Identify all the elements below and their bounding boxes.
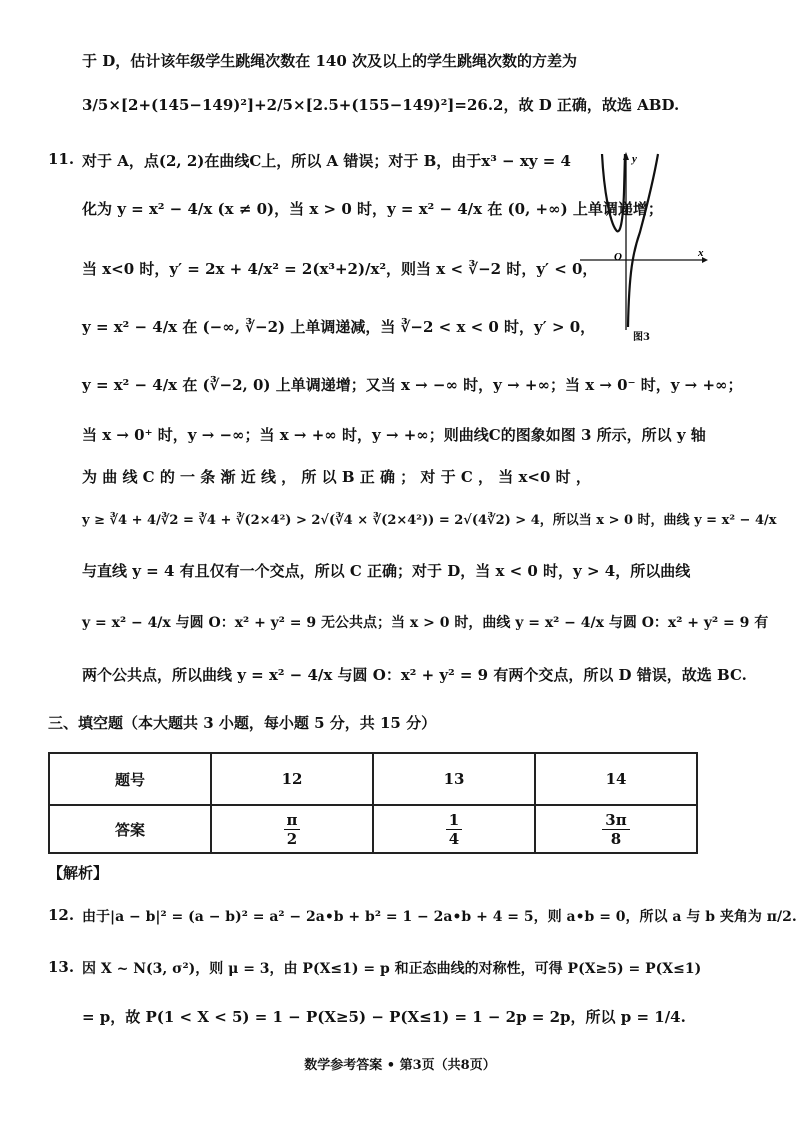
text-line: 与直线 y = 4 有且仅有一个交点，所以 C 正确；对于 D，当 x < 0 时，y > 4，所以曲线 [82, 562, 691, 580]
table-cell: 12 [211, 753, 373, 805]
figure-caption: 图3 [633, 332, 650, 343]
curve-right-branch [628, 154, 658, 327]
table-header-row [49, 753, 697, 805]
text-line: y = x² − 4/x 在 (−∞, ∛−2) 上单调递减，当 ∛−2 < x < 0 时，y′ > 0， [82, 318, 596, 336]
text-line: y = x² − 4/x 与圆 O：x² + y² = 9 无公共点；当 x > 0 时，曲线 y = x² − 4/x 与圆 O：x² + y² = 9 有 [82, 615, 769, 631]
table-cell: 14 [535, 753, 697, 805]
text-line: 为 曲 线 C 的 一 条 渐 近 线 ， 所 以 B 正 确 ； 对 于 C ， 当 x<0 时 ， [82, 468, 591, 486]
x-axis-label: x [698, 247, 704, 259]
text-line: y = x² − 4/x 在 (∛−2, 0) 上单调递增；又当 x → −∞ 时，y → +∞；当 x → 0⁻ 时，y → +∞； [82, 376, 743, 394]
question-number: 13. [48, 958, 75, 976]
text-line: 对于 A，点(2, 2)在曲线C上，所以 A 错误；对于 B，由于x³ − xy = 4 [82, 152, 571, 170]
text-line: 3/5×[2+(145−149)²]+2/5×[2.5+(155−149)²]=26.2，故 D 正确，故选 ABD. [82, 96, 680, 114]
page-footer: 数学参考答案 • 第3页（共8页） [304, 1058, 496, 1073]
curve-left-branch [602, 154, 625, 231]
denominator: 2 [286, 829, 298, 848]
text-line: 由于|a − b|² = (a − b)² = a² − 2a•b + b² = 1 − 2a•b + 4 = 5，则 a•b = 0，所以 a 与 b 夹角为 π/2. [82, 909, 797, 925]
table-row [49, 805, 697, 853]
answer-fraction [446, 811, 462, 848]
text-line: 因 X ~ N(3, σ²)，则 μ = 3，由 P(X≤1) = p 和正态曲线的对称性，可得 P(X≥5) = P(X≤1) [82, 961, 702, 977]
analysis-heading: 【解析】 [48, 864, 109, 882]
table-cell: 题号 [49, 753, 211, 805]
numerator: 1 [446, 811, 462, 830]
origin-label: O [614, 251, 622, 263]
text-line: = p，故 P(1 < X < 5) = 1 − P(X≥5) − P(X≤1) = 1 − 2p = 2p，所以 p = 1/4. [82, 1008, 686, 1026]
answer-table [48, 752, 698, 854]
answer-fraction [284, 811, 301, 848]
numerator: 3π [602, 811, 629, 830]
text-line: 当 x → 0⁺ 时，y → −∞；当 x → +∞ 时，y → +∞；则曲线C的图象如图 3 所示，所以 y 轴 [82, 426, 706, 444]
numerator: π [284, 811, 301, 830]
section-title: 三、填空题（本大题共 3 小题，每小题 5 分，共 15 分） [48, 714, 437, 732]
text-line: 化为 y = x² − 4/x (x ≠ 0)，当 x > 0 时，y = x² − 4/x 在 (0, +∞) 上单调递增； [82, 200, 663, 218]
denominator: 8 [610, 829, 622, 848]
table-cell: 13 [373, 753, 535, 805]
text-line: y ≥ ∛4 + 4/∛2 = ∛4 + ∛(2×4²) > 2√(∛4 × ∛(2×4²)) = 2√(4∛2) > 4，所以当 x > 0 时，曲线 y = x² − 4/x [82, 513, 777, 528]
denominator: 4 [448, 829, 460, 848]
curve-graph [578, 152, 708, 332]
question-number: 11. [48, 150, 75, 168]
text-line: 两个公共点，所以曲线 y = x² − 4/x 与圆 O：x² + y² = 9 有两个交点，所以 D 错误，故选 BC. [82, 666, 747, 684]
table-cell [535, 805, 697, 853]
answer-fraction [602, 811, 629, 848]
text-line: 当 x<0 时，y′ = 2x + 4/x² = 2(x³+2)/x²，则当 x < ∛−2 时，y′ < 0， [82, 260, 598, 278]
table-cell [373, 805, 535, 853]
table-cell [211, 805, 373, 853]
table-cell: 答案 [49, 805, 211, 853]
y-axis-label: y [632, 153, 637, 165]
text-line: 于 D，估计该年级学生跳绳次数在 140 次及以上的学生跳绳次数的方差为 [82, 52, 577, 70]
question-number: 12. [48, 906, 75, 924]
